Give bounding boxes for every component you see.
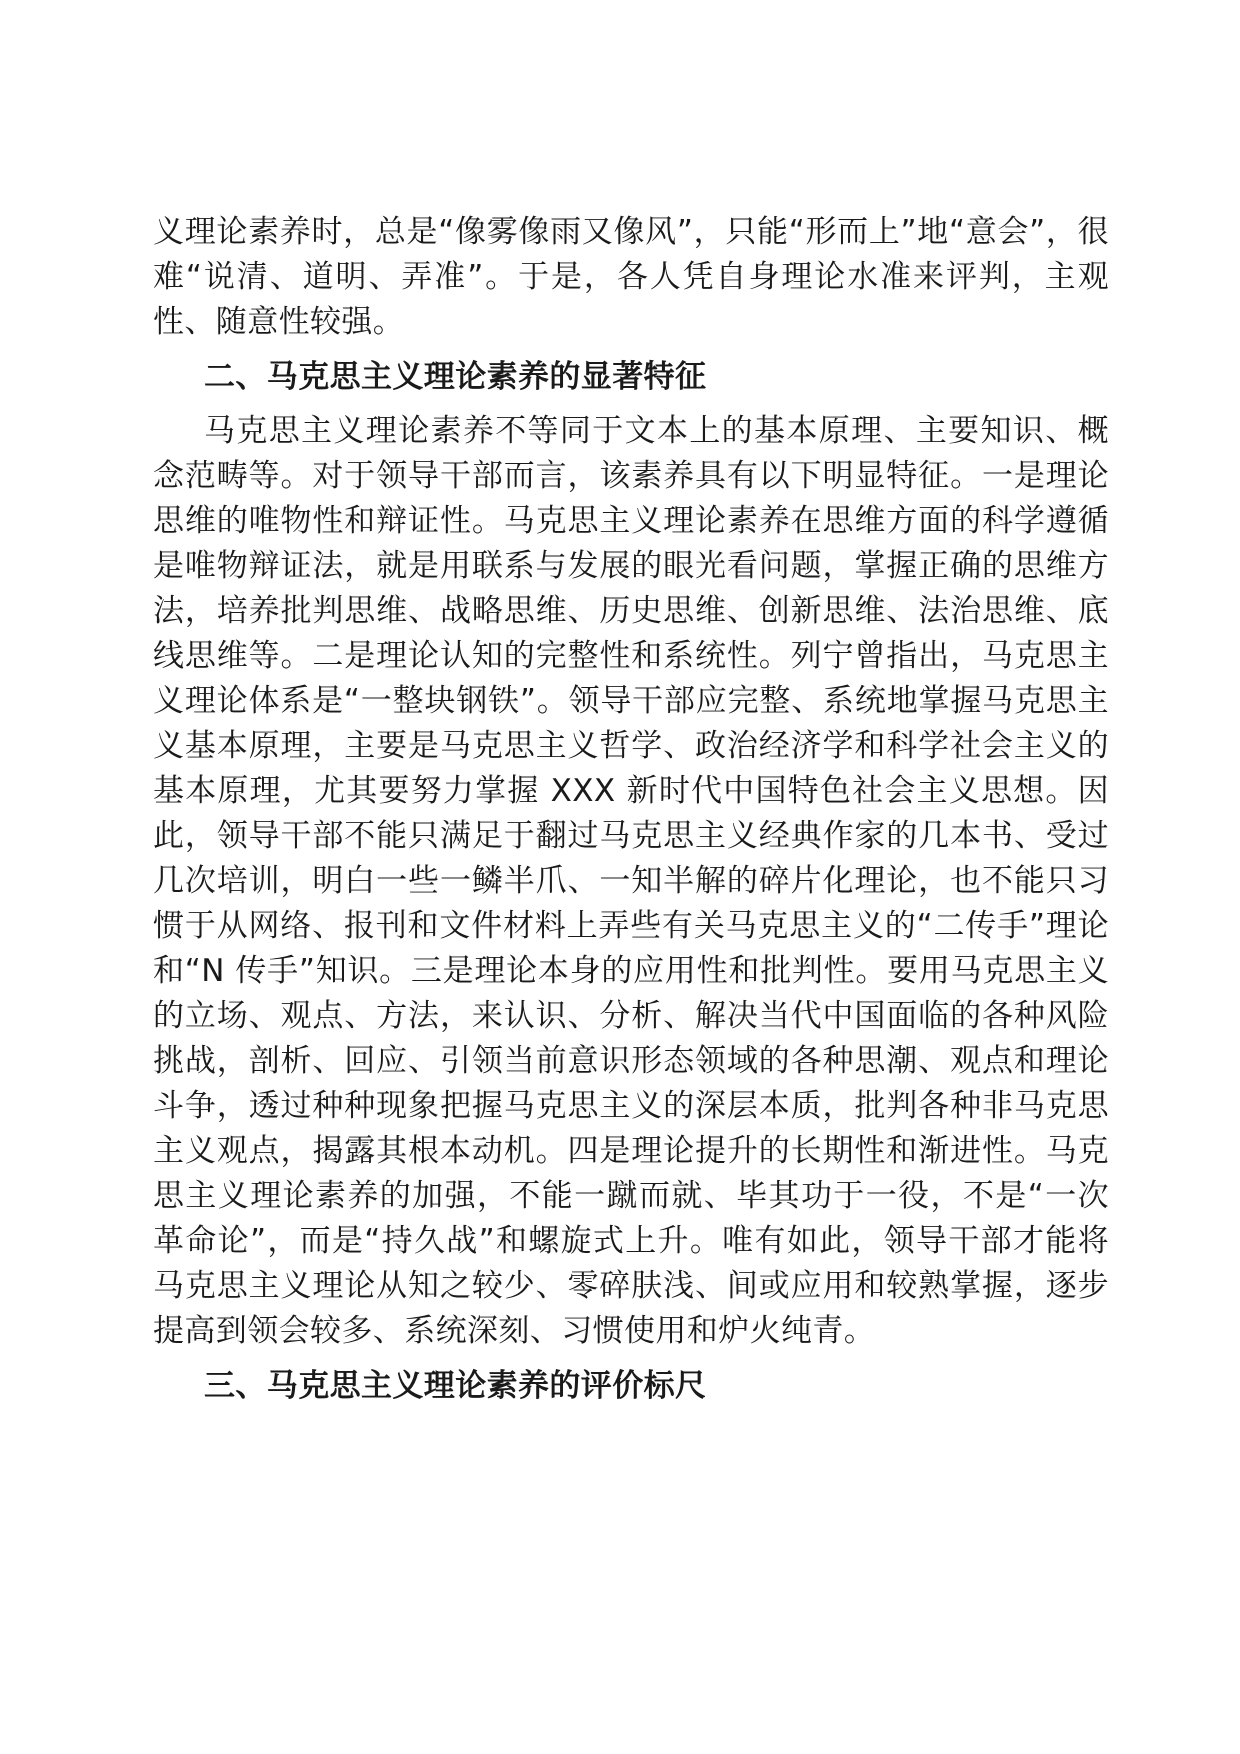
continuation-paragraph: 义理论素养时，总是“像雾像雨又像风”，只能“形而上”地“意会”，很难“说清、道明、弄准”。于是，各人凭自身理论水准来评判，主观性、随意性较强。 [153,214,1109,340]
section-paragraph-2: 马克思主义理论素养不等同于文本上的基本原理、主要知识、概念范畴等。对于领导干部而言，该素养具有以下明显特征。一是理论思维的唯物性和辩证性。马克思主义理论素养在思维方面的科学遵循是唯物辩证法，就是用联系与发展的眼光看问题，掌握正确的思维方法，培养批判思维、战略思维、历史思维、创新思维、法治思维、底线思维等。二是理论认知的完整性和系统性。列宁曾指出，马克思主义理论体系是“一整块钢铁”。领导干部应完整、系统地掌握马克思主义基本原理，主要是马克思主义哲学、政治经济学和科学社会主义的基本原理，尤其要努力掌握 XXX 新时代中国特色社会主义思想。因此，领导干部不能只满足于翻过马克思主义经典作家的几本书、受过几次培训，明白一些一鳞半爪、一知半解的碎片化理论，也不能只习惯于从网络、报刊和文件材料上弄些有关马克思主义的“二传手”理论和“N 传手”知识。三是理论本身的应用性和批判性。要用马克思主义的立场、观点、方法，来认识、分析、解决当代中国面临的各种风险挑战，剖析、回应、引领当前意识形态领域的各种思潮、观点和理论斗争，透过种种现象把握马克思主义的深层本质，批判各种非马克思主义观点，揭露其根本动机。四是理论提升的长期性和渐进性。马克思主义理论素养的加强，不能一蹴而就、毕其功于一役，不是“一次革命论”，而是“持久战”和螺旋式上升。唯有如此，领导干部才能将马克思主义理论从知之较少、零碎肤浅、间或应用和较熟掌握，逐步提高到领会较多、系统深刻、习惯使用和炉火纯青。 [153,413,1109,1349]
document-page [153,210,1109,1409]
section-heading-2: 二、马克思主义理论素养的显著特征 [204,359,707,395]
section-heading-3: 三、马克思主义理论素养的评价标尺 [204,1368,707,1404]
